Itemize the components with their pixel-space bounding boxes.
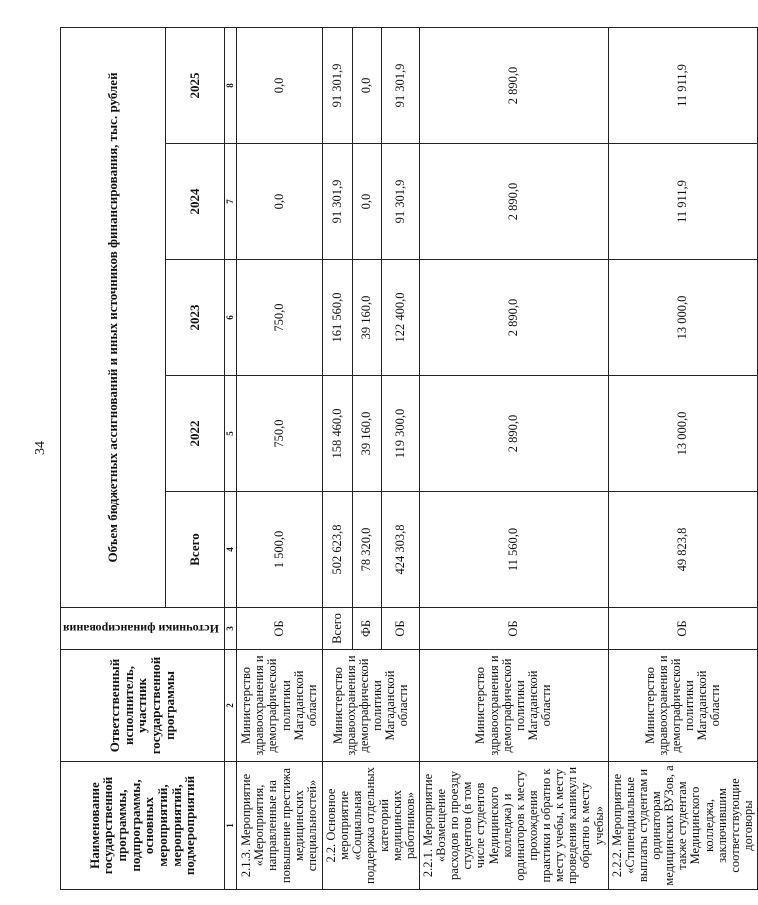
item-2024: 91 301,9 [323,144,353,260]
column-number: 7 [224,144,236,260]
rotated-sheet [60,28,755,890]
item-2024: 11 911,9 [608,144,757,260]
item-executor: Министерство здравоохранения и демографической политики Магаданской области [237,650,323,762]
column-number: 6 [224,260,236,376]
table-row [323,27,353,889]
item-total: 49 823,8 [608,492,757,608]
column-number-row [224,27,236,889]
item-2022: 750,0 [237,376,323,492]
header-executor: Ответственный исполнитель, участник государственной программы [61,650,225,762]
item-2025: 0,0 [237,27,323,143]
item-source: ОБ [608,608,757,650]
table-row [237,27,323,889]
column-number: 3 [224,608,236,650]
item-2023: 161 560,0 [323,260,353,376]
column-number: 8 [224,27,236,143]
item-source: ОБ [382,608,420,650]
table-row [419,27,608,889]
budget-table [60,27,758,890]
item-2024: 2 890,0 [419,144,608,260]
item-2024: 0,0 [237,144,323,260]
item-name: 2.2. Основное мероприятие «Социальная поддержка отдельных категорий медицинских работников» [323,762,420,890]
item-2023: 122 400,0 [382,260,420,376]
item-executor: Министерство здравоохранения и демографической политики Магаданской области [608,650,757,762]
item-source: ФБ [352,608,382,650]
item-2024: 91 301,9 [382,144,420,260]
header-volume: Объем бюджетных ассигнований и иных источников финансирования, тыс. рублей [61,27,166,607]
item-2023: 13 000,0 [608,260,757,376]
item-2022: 158 460,0 [323,376,353,492]
item-2025: 0,0 [352,27,382,143]
item-executor: Министерство здравоохранения и демографической политики Магаданской области [323,650,420,762]
table-row [608,27,757,889]
item-2025: 91 301,9 [323,27,353,143]
column-number: 1 [224,762,236,890]
item-2024: 0,0 [352,144,382,260]
item-source: ОБ [419,608,608,650]
item-2022: 39 160,0 [352,376,382,492]
item-2023: 750,0 [237,260,323,376]
header-name: Наименование государственной программы, подпрограммы, основных мероприятий, мероприятий, подмероприятий [61,762,225,890]
item-2025: 11 911,9 [608,27,757,143]
item-name: 2.1.3. Мероприятие «Мероприятия, направленные на повышение престижа медицинских специальностей» [237,762,323,890]
column-number: 2 [224,650,236,762]
column-number: 4 [224,492,236,608]
item-total: 1 500,0 [237,492,323,608]
item-2022: 2 890,0 [419,376,608,492]
header-source: Источники финансирования [61,608,225,650]
item-2025: 91 301,9 [382,27,420,143]
item-2023: 39 160,0 [352,260,382,376]
item-total: 502 623,8 [323,492,353,608]
header-year-2024: 2024 [166,144,225,260]
item-2022: 119 300,0 [382,376,420,492]
header-year-2025: 2025 [166,27,225,143]
item-total: 424 303,8 [382,492,420,608]
header-total: Всего [166,492,225,608]
item-executor: Министерство здравоохранения и демографической политики Магаданской области [419,650,608,762]
item-source: ОБ [237,608,323,650]
item-source: Всего [323,608,353,650]
header-year-2023: 2023 [166,260,225,376]
item-2025: 2 890,0 [419,27,608,143]
item-total: 78 320,0 [352,492,382,608]
item-total: 11 560,0 [419,492,608,608]
header-year-2022: 2022 [166,376,225,492]
table-container [60,28,755,890]
item-name: 2.2.2. Мероприятие «Стипендиальные выплаты студентам и ординаторам медицинских ВУЗов, а также студентам Медицинского колледжа, заключившим соответствующие договоры [608,762,757,890]
page-number: 34 [33,441,48,455]
item-2023: 2 890,0 [419,260,608,376]
item-2022: 13 000,0 [608,376,757,492]
column-number: 5 [224,376,236,492]
item-name: 2.2.1. Мероприятие «Возмещение расходов по проезду студентов (в том числе студентов Медицинского колледжа) и ординаторов к месту прохождения практики и обратно к месту учебы, к месту проведения каникул и обратно к месту учебы» [419,762,608,890]
